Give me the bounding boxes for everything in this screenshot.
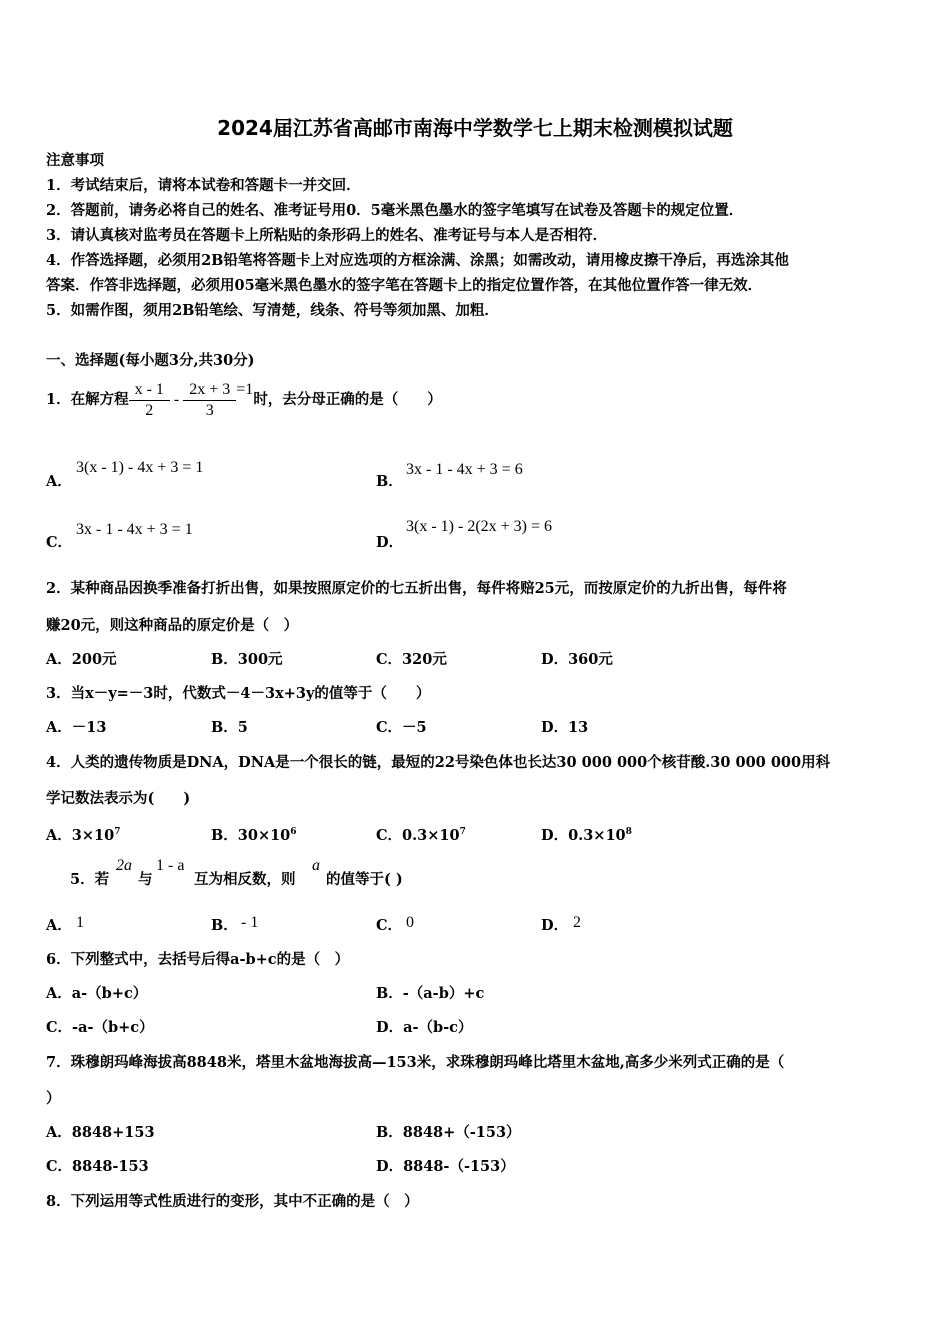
option — [46, 984, 147, 1004]
question-5-prefix: 5．若 — [70, 871, 110, 888]
notice-item: 1．考试结束后，请将本试卷和答题卡一并交回． — [46, 177, 361, 194]
option-label: D． — [376, 1019, 404, 1036]
option — [376, 1123, 521, 1143]
option-label: B． — [376, 1124, 403, 1141]
option — [376, 822, 466, 846]
option-text: a-（b-c） — [403, 1019, 473, 1036]
option-label: D． — [376, 534, 404, 551]
option-label: C． — [376, 651, 403, 668]
question-5-text: 与 — [138, 871, 153, 888]
option — [376, 984, 484, 1004]
option-label: C． — [46, 1019, 73, 1036]
option-label: C． — [46, 534, 73, 551]
option — [46, 1157, 149, 1177]
option-label: A． — [46, 473, 72, 490]
option — [211, 822, 297, 846]
notice-item: 5．如需作图，须用2B铅笔绘、写清楚，线条、符号等须加黑、加粗． — [46, 302, 499, 319]
option-text: 360元 — [568, 651, 613, 668]
fraction-denominator: 3 — [205, 401, 214, 419]
option-label: B． — [211, 917, 238, 934]
exponent: 7 — [459, 827, 466, 837]
option-label: B． — [211, 826, 238, 844]
fraction-denominator: 2 — [145, 401, 154, 419]
option-text: 3×10 — [71, 826, 115, 844]
question-2-line: 2．某种商品因换季准备打折出售，如果按照原定价的七五折出售，每件将赔25元，而按原定价的九折出售，每件将 — [46, 580, 787, 597]
option — [541, 822, 632, 846]
option-text: 8848-153 — [72, 1158, 149, 1175]
question-8: 8．下列运用等式性质进行的变形，其中不正确的是（ ） — [46, 1193, 419, 1210]
option-text: 1 — [76, 914, 84, 931]
option-label: A． — [46, 826, 72, 844]
option-text: －5 — [402, 719, 427, 736]
option — [211, 650, 283, 670]
section-heading: 一、选择题(每小题3分,共30分) — [46, 352, 255, 369]
option — [376, 1157, 515, 1177]
option — [376, 1018, 472, 1038]
option-text: 300元 — [237, 651, 283, 668]
exponent: 6 — [290, 827, 297, 837]
exponent: 8 — [625, 827, 632, 837]
question-4-line: 4．人类的遗传物质是DNA，DNA是一个很长的链，最短的22号染色体也长达30 000 000个核苷酸.30 000 000用科 — [46, 754, 831, 771]
notice-item: 答案．作答非选择题，必须用05毫米黑色墨水的签字笔在答题卡上的指定位置作答，在其他位置作答一律无效． — [46, 277, 763, 294]
option — [46, 718, 106, 738]
option — [46, 650, 117, 670]
option — [376, 718, 427, 738]
math-expr: 1 - a — [156, 857, 185, 874]
option-label: A． — [46, 1124, 72, 1141]
option-text: 2 — [573, 914, 581, 931]
option-label: A． — [46, 917, 72, 934]
option-label: C． — [376, 719, 403, 736]
option-label: C． — [46, 1158, 73, 1175]
option-label: D． — [376, 1158, 404, 1175]
option-label: C． — [376, 826, 403, 844]
question-5-suffix: 的值等于( ) — [326, 871, 403, 888]
option-text: a-（b+c） — [71, 985, 148, 1002]
option-label: B． — [376, 985, 403, 1002]
fraction — [183, 380, 236, 421]
fraction — [129, 380, 170, 421]
page-title: 2024届江苏省高邮市南海中学数学七上期末检测模拟试题 — [217, 116, 733, 140]
option-label: A． — [46, 651, 72, 668]
option-label: B． — [211, 651, 238, 668]
notice-item: 3．请认真核对监考员在答题卡上所粘贴的条形码上的姓名、准考证号与本人是否相符． — [46, 227, 608, 244]
option — [211, 718, 248, 738]
option — [541, 650, 613, 670]
equals-one: =1 — [236, 381, 254, 398]
question-6: 6．下列整式中，去括号后得a-b+c的是（ ） — [46, 951, 350, 968]
question-7-line: 7．珠穆朗玛峰海拔高8848米，塔里木盆地海拔高—153米，求珠穆朗玛峰比塔里木盆地,高多少米列式正确的是（ — [46, 1054, 785, 1071]
minus-sign: - — [173, 391, 180, 408]
notice-item: 4．作答选择题，必须用2B铅笔将答题卡上对应选项的方框涂满、涂黑；如需改动，请用橡皮擦干净后，再选涂其他 — [46, 252, 789, 269]
option-label: A． — [46, 719, 72, 736]
option-text: 3(x - 1) - 2(2x + 3) = 6 — [406, 518, 553, 535]
math-expr: 2a — [116, 857, 132, 874]
option-text: -（a-b）+c — [402, 985, 485, 1002]
question-4-line: 学记数法表示为( ) — [46, 790, 191, 807]
notice-heading: 注意事项 — [46, 152, 104, 169]
question-5-text: 互为相反数，则 — [194, 871, 296, 888]
option-text: 0.3×10 — [402, 826, 460, 844]
math-expr: a — [312, 857, 320, 874]
question-3: 3．当x－y=－3时，代数式－4－3x+3y的值等于（ ） — [46, 685, 431, 702]
option — [46, 1123, 155, 1143]
option-text: 8848+（-153） — [402, 1124, 521, 1141]
option-text: 8848+153 — [71, 1124, 155, 1141]
fraction-numerator: x - 1 — [129, 380, 170, 401]
option-text: －13 — [71, 719, 107, 736]
question-7-line: ） — [46, 1090, 61, 1107]
option-label: B． — [376, 473, 403, 490]
option-label: D． — [541, 917, 569, 934]
option-text: 3x - 1 - 4x + 3 = 1 — [76, 521, 193, 538]
option-label: D． — [541, 651, 569, 668]
option-label: A． — [46, 985, 72, 1002]
option-text: -a-（b+c） — [72, 1019, 154, 1036]
option — [46, 822, 120, 846]
option-text: 0 — [406, 914, 414, 931]
exponent: 7 — [114, 827, 121, 837]
option-text: 320元 — [402, 651, 447, 668]
option-text: 0.3×10 — [568, 826, 626, 844]
option-text: - 1 — [241, 914, 259, 931]
option — [46, 1018, 154, 1038]
option-text: 5 — [237, 719, 248, 736]
option — [541, 718, 588, 738]
option-text: 3x - 1 - 4x + 3 = 6 — [406, 461, 523, 478]
option-label: B． — [211, 719, 238, 736]
option — [376, 650, 447, 670]
option-text: 8848-（-153） — [403, 1158, 515, 1175]
question-1-prefix: 1．在解方程 — [46, 391, 129, 408]
option-label: D． — [541, 826, 569, 844]
option-text: 3(x - 1) - 4x + 3 = 1 — [76, 459, 204, 476]
option-label: C． — [376, 917, 403, 934]
option-text: 200元 — [71, 651, 117, 668]
notice-item: 2．答题前，请务必将自己的姓名、准考证号用0．5毫米黑色墨水的签字笔填写在试卷及答题卡的规定位置． — [46, 202, 744, 219]
option-label: D． — [541, 719, 569, 736]
fraction-numerator: 2x + 3 — [183, 380, 236, 401]
option-text: 13 — [568, 719, 589, 736]
question-1-suffix: 时，去分母正确的是（ ） — [253, 391, 442, 408]
question-1 — [46, 377, 442, 423]
question-2-line: 赚20元，则这种商品的原定价是（ ） — [46, 617, 299, 634]
option-text: 30×10 — [237, 826, 291, 844]
